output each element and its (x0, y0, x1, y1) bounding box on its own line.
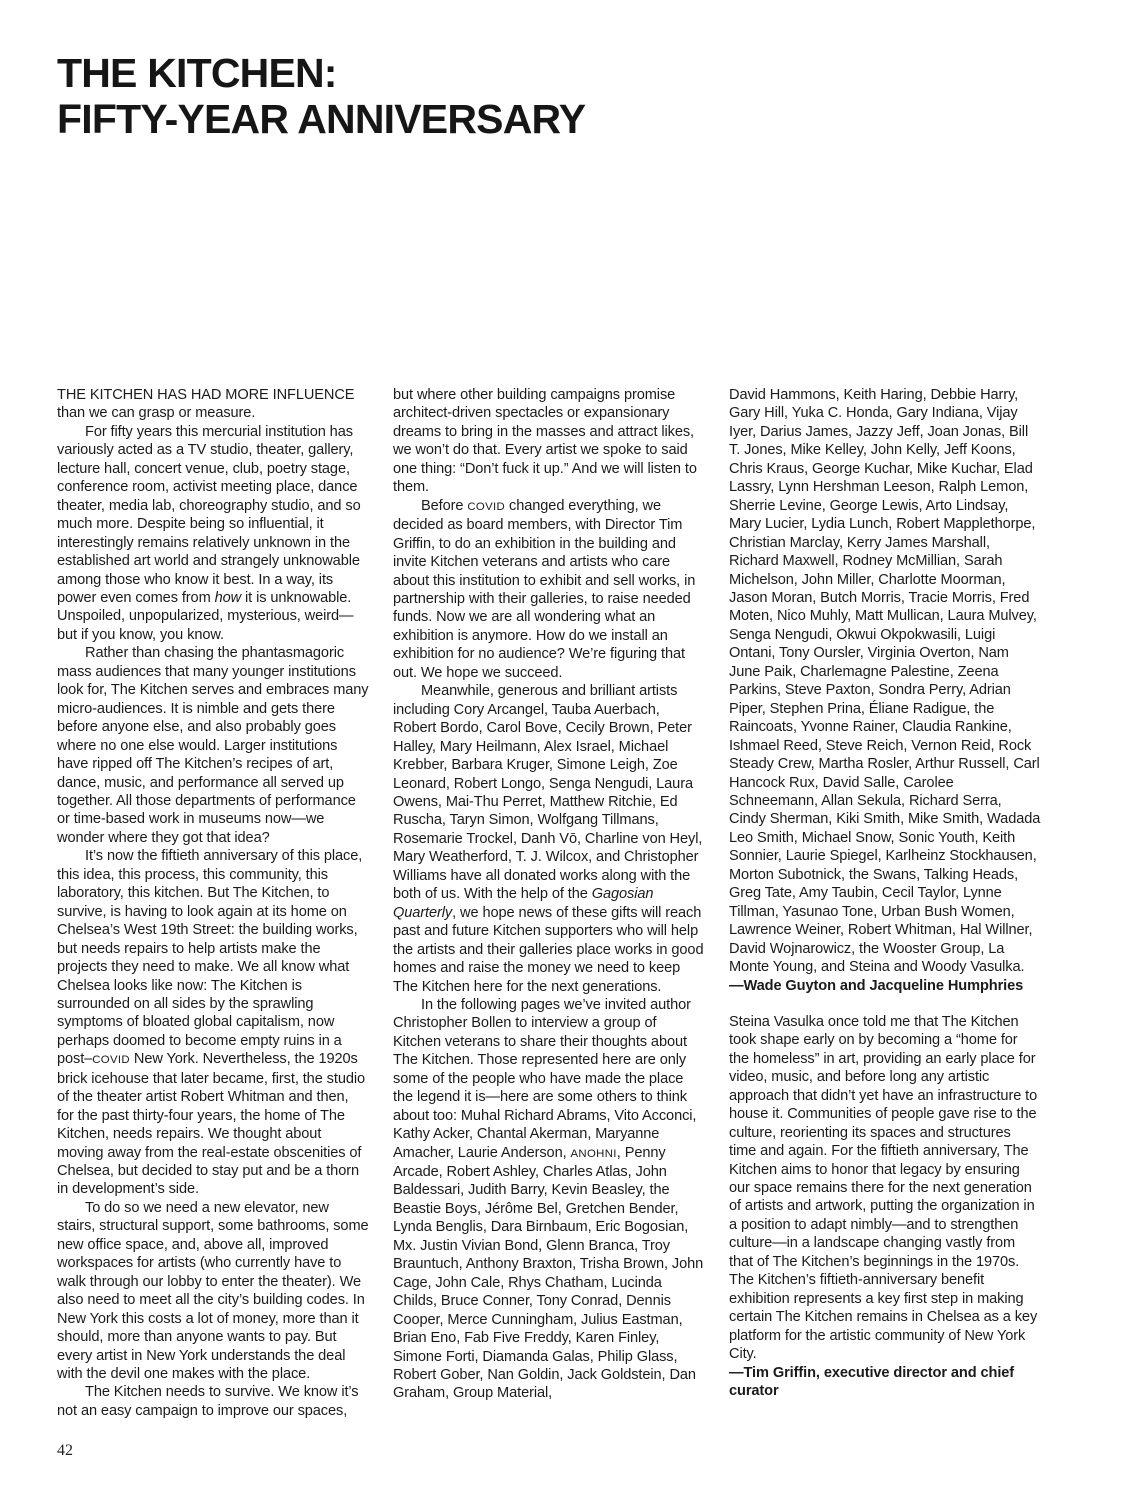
article-column (393, 386, 705, 1420)
paragraph (729, 1013, 1041, 1364)
paragraph (393, 682, 705, 996)
text-run: Meanwhile, generous and brilliant artists including Cory Arcangel, Tauba Auerbach, Robert Bordo, Carol Bove, Cecily Brown, Peter Halley, Mary Heilmann, Alex Israel, Michael Krebber, Barbara Kruger, Simone Leigh, Zoe Leonard, Robert Longo, Senga Nengudi, Laura Owens, Mai-Thu Perret, Matthew Ritchie, Ed Ruscha, Taryn Simon, Wolfgang Tillmans, Rosemarie Trockel, Danh Vō, Charline von Heyl, Mary Weatherford, T. J. Wilcox, and Christopher Williams have all donated works along with the both of us. With the help of the (393, 683, 703, 903)
text-run: Gagosian Quarterly (393, 886, 654, 921)
text-run: COVID (92, 1054, 130, 1067)
text-run: David Hammons, Keith Haring, Debbie Harry, Gary Hill, Yuka C. Honda, Gary Indiana, Vijay Iyer, Darius James, Jazzy Jeff, Joan Jonas, Bill T. Jones, Mike Kelley, John Kelly, Jeff Koons, Chris Kraus, George Kuchar, Mike Kuchar, Elad Lassry, Lynn Hershman Leeson, Ralph Lemon, Sherrie Levine, George Lewis, Arto Lindsay, Mary Lucier, Lydia Lunch, Robert Mapplethorpe, Christian Marclay, Kerry James Marshall, Richard Maxwell, Rodney McMillian, Sarah Michelson, John Miller, Charlotte Moorman, Jason Moran, Butch Morris, Tracie Morris, Fred Moten, Nico Muhly, Matt Mullican, Laura Mulvey, Senga Nengudi, Okwui Okpokwasili, Luigi Ontani, Tony Oursler, Virginia Overton, Nam June Paik, Charlemagne Palestine, Zeena Parkins, Steve Paxton, Sondra Perry, Adrian Piper, Stephen Prina, Éliane Radigue, the Raincoats, Yvonne Rainer, Claudia Rankine, Ishmael Reed, Steve Reich, Vernon Reid, Rock Steady Crew, Martha Rosler, Arthur Russell, Carl Hancock Rux, David Salle, Carolee Schneemann, Allan Sekula, Richard Serra, Cindy Sherman, Kiki Smith, Mike Smith, Wadada Leo Smith, Michael Snow, Sonic Youth, Keith Sonnier, Laurie Spiegel, Karlheinz Stockhausen, Morton Subotnick, the Swans, Talking Heads, Greg Tate, Amy Taubin, Cecil Taylor, Lynne Tillman, Yasunao Tone, Urban Bush Women, Lawrence Weiner, Robert Whitman, Hal Willner, David Wojnarowicz, the Wooster Group, La Monte Young, and Steina and Woody Vasulka. (729, 387, 1041, 976)
text-run: Rather than chasing the phantasmagoric mass audiences that many younger institutions look for, The Kitchen serves and embraces many micro-audiences. It is nimble and gets there before anyone else, and also probably goes where no one else would. Larger institutions have ripped off The Kitchen’s recipes of art, dance, music, and performance all served up together. All those departments of performance or time-based work in museums now—we wonder where they got that idea? (57, 645, 369, 846)
article-column (57, 386, 369, 1420)
text-run: —Wade Guyton and Jacqueline Humphries (729, 977, 1024, 994)
paragraph (57, 423, 369, 644)
text-run: Before (421, 497, 468, 514)
text-run: COVID (467, 500, 506, 513)
paragraph (393, 497, 705, 683)
text-run: To do so we need a new elevator, new stairs, structural support, some bathrooms, some new office space, and, above all, improved workspaces for artists (who currently have to walk through our lobby to enter the theater). We also need to meet all the city’s building codes. In New York this costs a lot of money, more than it should, more than anyone wants to pay. But every artist in New York understands the deal with the devil one makes with the place. (57, 1199, 369, 1383)
paragraph (393, 386, 705, 497)
paragraph (729, 386, 1041, 977)
text-run: but where other building campaigns promise architect-driven spectacles or expansionary dreams to bring in the masses and attract likes, we won’t do that. Every artist we spoke to said one thing: “Don’t fuck it up.” And we will listen to them. (393, 387, 697, 496)
paragraph (393, 996, 705, 1403)
paragraph (57, 847, 369, 1199)
text-run: For fifty years this mercurial institution has variously acted as a TV studio, theater, gallery, lecture hall, concert venue, club, poetry stage, conference room, activist meeting place, dance theater, media lab, choreography studio, and so much more. Despite being so influential, it interestingly remains relatively unknown in the established art world and strangely unknowable among those who know it best. In a way, its power even comes from (57, 423, 361, 606)
text-run: It’s now the fiftieth anniversary of this place, this idea, this process, this community, this laboratory, this kitchen. But The Kitchen, to survive, is having to look again at its home on Chelsea’s West 19th Street: the building works, but needs repairs to help artists make the projects they need to make. We all know what Chelsea looks like now: The Kitchen is surrounded on all sides by the sprawling symptoms of bloated global capitalism, now perhaps doomed to become empty ruins in a post– (57, 848, 363, 1068)
paragraph (57, 644, 369, 847)
page-number: 42 (57, 1442, 73, 1459)
article-column (729, 386, 1041, 1420)
text-run: how (214, 589, 242, 606)
article-body (57, 386, 1041, 1420)
text-run: THE KITCHEN HAS HAD MORE INFLUENCE than we can grasp or measure. (57, 387, 355, 422)
page-title (57, 50, 585, 142)
text-run: The Kitchen needs to survive. We know it’s not an easy campaign to improve our spaces, (57, 1384, 359, 1419)
text-run: , Penny Arcade, Robert Ashley, Charles Atlas, John Baldessari, Judith Barry, Kevin Beasley, the Beastie Boys, Jérôme Bel, Gretchen Bender, Lynda Benglis, Dara Birnbaum, Eric Bogosian, Mx. Justin Vivian Bond, Glenn Branca, Troy Brauntuch, Anthony Braxton, Trisha Brown, John Cage, John Cale, Rhys Chatham, Lucinda Childs, Bruce Conner, Tony Conrad, Dennis Cooper, Merce Cunningham, Julius Eastman, Brian Eno, Fab Five Freddy, Karen Finley, Simone Forti, Diamanda Galas, Philip Glass, Robert Gober, Nan Goldin, Jack Goldstein, Dan Graham, Group Material, (393, 1144, 704, 1402)
text-run: Steina Vasulka once told me that The Kitchen took shape early on by becoming a “home for the homeless” in art, providing an early place for video, music, and before long any artistic approach that didn’t yet have an infrastructure to house it. Communities of people gave rise to the culture, reorienting its spaces and structures time and again. For the fiftieth anniversary, The Kitchen aims to honor that legacy by ensuring our space remains there for the next generation of artists and artwork, putting the organization in a position to adapt nimbly—and to strengthen culture—in a landscape changing vastly from that of The Kitchen’s beginnings in the 1970s. The Kitchen’s fiftieth-anniversary benefit exhibition represents a key first step in making certain The Kitchen remains in Chelsea as a key platform for the artistic community of New York City. (729, 1013, 1038, 1363)
paragraph (57, 386, 369, 423)
text-run: , we hope news of these gifts will reach past and future Kitchen supporters who will help the artists and their galleries place works in good homes and raise the money we need to keep The Kitchen here for the next generations. (393, 904, 704, 995)
page-title-line-1: THE KITCHEN: (57, 50, 337, 96)
text-run: New York. Nevertheless, the 1920s brick icehouse that later became, first, the studio of the theater artist Robert Whitman and then, for the past thirty-four years, the home of The Kitchen, needs repairs. We thought about moving away from the real-estate obscenities of Chelsea, but decided to stay put and be a thorn in development’s side. (57, 1051, 366, 1198)
text-run: In the following pages we’ve invited author Christopher Bollen to interview a group of Kitchen veterans to share their thoughts about The Kitchen. Those represented here are only some of the people who have made the place the legend it is—here are some others to think about too: Muhal Richard Abrams, Vito Acconci, Kathy Acker, Chantal Akerman, Maryanne Amacher, Laurie Anderson, (393, 996, 697, 1161)
page-title-line-2: FIFTY-YEAR ANNIVERSARY (57, 96, 586, 142)
text-run: —Tim Griffin, executive director and chief curator (729, 1364, 1015, 1400)
paragraph (57, 1383, 369, 1420)
text-run: changed everything, we decided as board members, with Director Tim Griffin, to do an exhibition in the building and invite Kitchen veterans and artists who care about this institution to exhibit and sell works, in partnership with their galleries, to raise needed funds. Now we are all wondering what an exhibition is anymore. How do we install an exhibition for no audience? We’re figuring that out. We hope we succeed. (393, 497, 696, 681)
paragraph (729, 1364, 1041, 1401)
text-run: it is unknowable. Unspoiled, unpopularized, mysterious, weird—but if you know, you know. (57, 589, 354, 643)
paragraph (57, 1199, 369, 1384)
paragraph (729, 977, 1041, 995)
text-run: ANOHNI (570, 1147, 617, 1160)
